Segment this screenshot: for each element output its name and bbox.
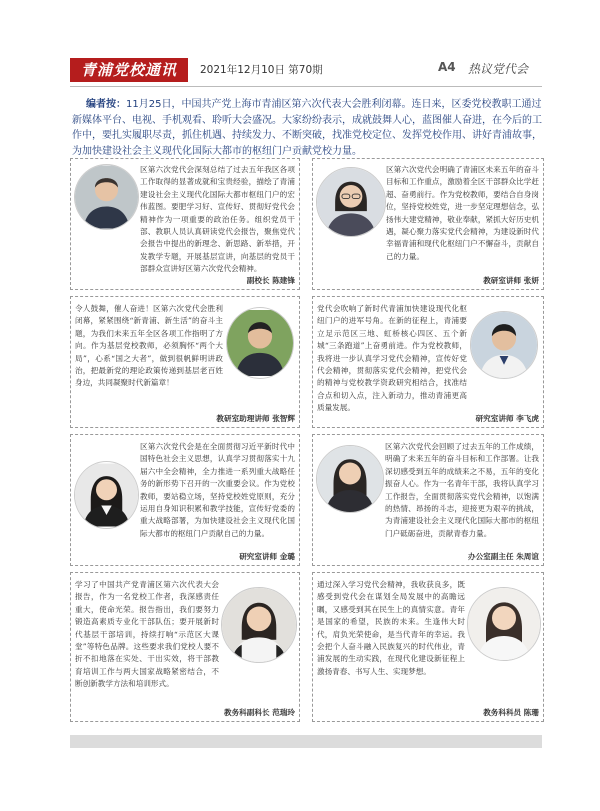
author-signature: 研究室讲师 金璐 (239, 552, 295, 561)
article-card (70, 572, 300, 722)
article-card (70, 158, 300, 290)
newspaper-logo: 青浦党校通讯 (70, 58, 188, 82)
author-photo (316, 445, 384, 513)
article-card (312, 158, 544, 290)
article-text: 党代会吹响了新时代青浦加快建设现代化枢纽门户的进军号角。在新的征程上，青浦要立足示范区三地、虹桥核心四区、五个新城“三条跑道”上奋勇前进。作为党校教师，我将进一步认真学习党代会精神，宣传好党代会精神，贯彻落实党代会精神，把党代会的精神与党校教学资政研究相结合，找准结合点和切入点，注入新动力，推动青浦更高质量发展。 (317, 304, 467, 413)
article-card (312, 434, 544, 566)
portrait-image (75, 165, 138, 229)
portrait-image (468, 588, 540, 660)
footer-bar (70, 735, 542, 748)
portrait-image (222, 588, 296, 662)
article-text: 学习了中国共产党青浦区第六次代表大会报告，作为一名党校工作者，我深感责任重大，使命光荣。报告指出，我们要努力锻造高素质专业化干部队伍；要开展新时代基层干部培训，持续打响“示范区大课堂”等特色品牌。这些要求我们党校人要不折不扣地落在实处、干出实效，将干部教育培训工作与两大国家战略紧密结合，不断创新教学方法和培训形式。 (75, 580, 219, 689)
author-photo (226, 307, 294, 379)
portrait-image (317, 446, 383, 512)
author-signature: 副校长 陈建锋 (246, 276, 295, 285)
portrait-image (317, 168, 385, 236)
author-signature: 办公室副主任 朱周谊 (468, 552, 539, 561)
author-photo (316, 167, 386, 237)
editor-note-text: 11月25日，中国共产党上海市青浦区第六次代表大会胜利闭幕。连日来，区委党校教职工通过新媒体平台、电视、手机观看、聆听大会盛况。大家纷纷表示，成就鼓舞人心，蓝图催人奋进，在今后的工作中，要扎实履职尽责，抓住机遇、持续发力、不断突破，找准党校定位、发挥党校作用、讲好青浦故事，为加快建设社会主义现代化国际大都市的枢纽门户贡献党校力量。 (72, 99, 542, 157)
article-text: 区第六次党代会是在全面贯彻习近平新时代中国特色社会主义思想，认真学习贯彻落实十九届六中全会精神，全力推进一系列重大战略任务的新形势下召开的一次重要会议。作为党校教师，要站稳立场，坚持党校姓党原则，充分运用自身知识积累和教学技能，宣传好党委的重大战略部署，为加快建设社会主义现代化国际大都市的枢纽门户贡献自己的力量。 (140, 442, 295, 538)
article-card (70, 296, 300, 428)
author-photo (74, 461, 139, 529)
page-number: A4 (438, 60, 456, 74)
author-signature: 教研室讲师 张妍 (483, 276, 539, 285)
article-text: 区第六次党代会明确了青浦区未来五年的奋斗目标和工作重点，激励着全区干部群众比学赶超、奋勇前行。作为党校教师，要结合自身岗位，坚持党校姓党，进一步坚定理想信念，弘扬伟大建党精神，敬业奉献，紧抓大好历史机遇，凝心聚力落实党代会精神，为建设新时代幸福青浦和现代化枢纽门户不懈奋斗，贡献自己的力量。 (386, 165, 539, 261)
editor-note-lead: 编者按： (86, 99, 126, 110)
article-text: 通过深入学习党代会精神，我收获良多，既感受到党代会在谋划全局发展中的高瞻远瞩，又感受到其在民生上的真情实意。青年是国家的希望，民族的未来。生逢伟大时代，肩负光荣使命，是当代青年的幸运。我会把个人奋斗融入民族复兴的时代伟业，青浦发展的生动实践，在现代化建设新征程上激扬青春、书写人生、实现梦想。 (317, 580, 465, 676)
author-photo (470, 311, 538, 379)
section-title: 热议党代会 (468, 62, 529, 76)
editor-note (72, 97, 544, 159)
portrait-image (471, 312, 537, 378)
author-photo (74, 164, 139, 230)
article-text: 区第六次党代会回顾了过去五年的工作成绩，明确了未来五年的奋斗目标和工作部署。让我深切感受到五年的成绩来之不易，五年的变化振奋人心。作为一名青年干部，我将认真学习工作报告，全面贯彻落实党代会精神，以饱满的热情、昂扬的斗志，迎接更为艰辛的挑战，为青浦建设社会主义现代化国际大都市的枢纽门户砥砺奋进，贡献青春力量。 (385, 442, 539, 538)
author-photo (467, 587, 541, 661)
article-card (312, 296, 544, 428)
article-text: 令人鼓舞，催人奋进！区第六次党代会胜利闭幕，紧紧围绕“新青浦、新生活”的奋斗主题，为我们未来五年全区各项工作指明了方向。作为基层党校教师，必须胸怀“两个大局”，心系“国之大者”，做到很帆鲜明讲政治，把最新党的理论政策传递到基层老百姓身边，共同凝聚时代新篇章！ (75, 304, 223, 388)
article-text: 区第六次党代会深刻总结了过去五年我区各项工作取得的显著成就和宝贵经验，描绘了青浦建设社会主义现代化国际大都市枢纽门户的宏伟蓝图。要肥学习好、宣传好、贯彻好党代会精神作为一项重要的政治任务。组织党员干部、教职人员认真研读党代会报告，聚焦党代会报告中提出的新理念、新思路、新举措，开发教学专题，开展基层宣讲，向基层的党员干部群众宣讲好区第六次党代会精神。 (140, 165, 295, 274)
author-signature: 教务科科员 陈珊 (483, 708, 539, 717)
author-signature: 教研室助理讲师 张智辉 (216, 414, 295, 423)
author-photo (221, 587, 297, 663)
portrait-image (227, 308, 293, 378)
author-signature: 教务科副科长 范瑞玲 (224, 708, 295, 717)
issue-date: 2021年12月10日 第70期 (200, 64, 323, 76)
masthead (70, 58, 542, 82)
author-signature: 研究室讲师 李飞虎 (475, 414, 539, 423)
article-card (70, 434, 300, 566)
article-card (312, 572, 544, 722)
portrait-image (75, 462, 138, 528)
masthead-divider (70, 86, 542, 87)
